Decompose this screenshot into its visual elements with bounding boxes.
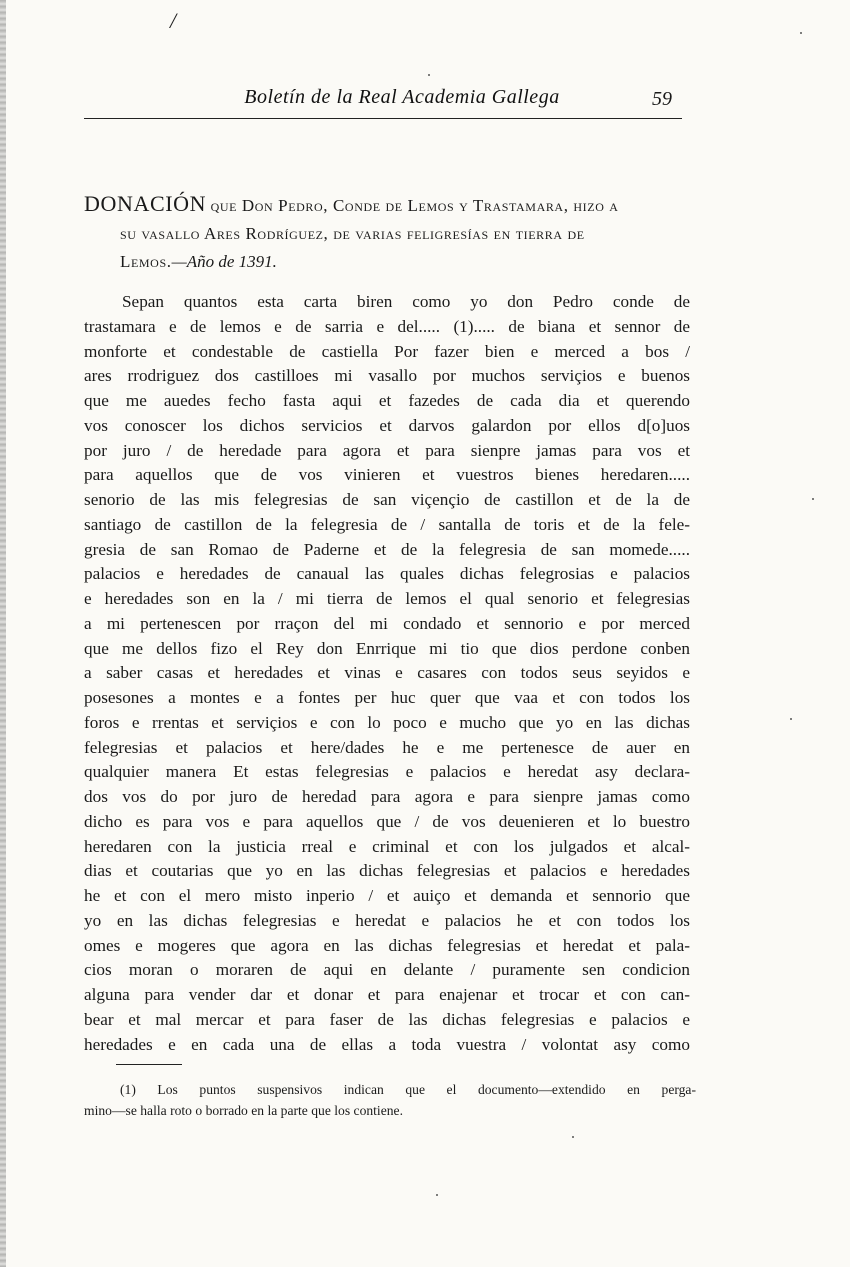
running-title: Boletín de la Real Academia Gallega [244, 86, 560, 108]
body-line: ares rrodriguez dos castilloes mi vasallo por muchos serviçios e buenos [84, 366, 690, 386]
body-line: he et con el mero misto inperio / et auiço et demanda et sennorio que [84, 886, 690, 905]
document-heading [84, 190, 688, 276]
body-line: qualquier manera Et estas felegresias e palacios e heredat asy declara- [84, 762, 690, 782]
body-line: gresia de san Romao de Paderne et de la felegresia de san momede..... [84, 539, 690, 559]
page-binding-edge [0, 0, 6, 1267]
heading-line-3 [84, 248, 688, 276]
body-line: santiago de castillon de la felegresia de / santalla de toris et de la fele- [84, 514, 690, 534]
body-line: posesones a montes e a fontes per huc quer que vaa et con todos los [84, 688, 690, 707]
heading-line-2-text: su vasallo Ares Rodríguez, de varias feligresías en tierra de [120, 224, 585, 243]
heading-place-name: Lemos. [120, 252, 172, 271]
footnote-line: mino—se halla roto o borrado en la parte que los contiene. [84, 1103, 403, 1118]
heading-date: —Año de 1391. [171, 252, 277, 271]
body-line: omes e mogeres que agora en las dichas felegresias et heredat et pala- [84, 935, 690, 955]
body-line: foros e rrentas et serviçios e con lo poco e mucho que yo en las dichas [84, 712, 690, 732]
paper-speck [790, 718, 792, 720]
page-header [84, 86, 680, 116]
body-line: para aquellos que de vos vinieren et vuestros bienes heredaren..... [84, 465, 690, 485]
body-line: monforte et condestable de castiella Por fazer bien e merced a bos / [84, 341, 690, 361]
body-line: vos conoscer los dichos servicios et darvos galardon por ellos d[o]uos [84, 415, 690, 435]
footnote-line: (1) Los puntos suspensivos indican que el documento—extendido en perga- [120, 1082, 696, 1097]
body-line: cios moran o moraren de aqui en delante / puramente sen condicion [84, 960, 690, 980]
heading-lead-word: DONACIÓN [84, 191, 207, 216]
heading-line-2 [84, 220, 688, 248]
body-line: senorio de las mis felegresias de san viçençio de castillon et de la de [84, 490, 690, 509]
header-rule [84, 118, 682, 119]
body-line: a mi pertenescen por rraçon del mi condado et sennorio e por merced [84, 613, 690, 633]
body-line: a saber casas et heredades et vinas e casares con todos seus seyidos e [84, 663, 690, 683]
corner-pencil-mark: / [170, 8, 177, 33]
paper-speck [436, 1194, 438, 1196]
heading-line-1-rest: que Don Pedro, Conde de Lemos y Trastamara, hizo a [210, 196, 619, 215]
heading-line-1 [84, 190, 688, 220]
body-line: palacios e heredades de canaual las quales dichas felegrosias e palacios [84, 564, 690, 584]
body-text [84, 290, 690, 1057]
footnote [84, 1079, 696, 1121]
body-line: que me auedes fecho fasta aqui et fazedes de cada dia et querendo [84, 391, 690, 410]
body-line: Sepan quantos esta carta biren como yo don Pedro conde de [122, 292, 690, 311]
body-line: felegresias et palacios et here/dades he e me pertenesce de auer en [84, 737, 690, 757]
body-line: trastamara e de lemos e de sarria e del..... (1)..... de biana et sennor de [84, 316, 690, 336]
body-line: que me dellos fizo el Rey don Enrrique mi tio que dios perdone conben [84, 638, 690, 658]
paper-speck [800, 32, 802, 34]
paper-speck [572, 1136, 574, 1138]
footnote-rule [116, 1064, 182, 1065]
body-line: dias et coutarias que yo en las dichas felegresias et palacios e heredades [84, 861, 690, 881]
body-line: e heredades son en la / mi tierra de lemos el qual senorio et felegresias [84, 589, 690, 608]
body-line: yo en las dichas felegresias e heredat e palacios he et con todos los [84, 910, 690, 930]
body-line: heredades e en cada una de ellas a toda vuestra / volontat asy como [84, 1034, 690, 1054]
body-line: heredaren con la justicia rreal e criminal et con los julgados et alcal- [84, 836, 690, 856]
body-line: alguna para vender dar et donar et para enajenar et trocar et con can- [84, 985, 690, 1004]
body-line: dicho es para vos e para aquellos que / de vos deuenieren et lo buestro [84, 811, 690, 831]
body-line: dos vos do por juro de heredad para agora e para sienpre jamas como [84, 787, 690, 806]
body-line: bear et mal mercar et para faser de las dichas felegresias e palacios e [84, 1009, 690, 1029]
body-line: por juro / de heredade para agora et para sienpre jamas para vos et [84, 440, 690, 460]
paper-speck [812, 498, 814, 500]
page-number: 59 [652, 88, 672, 110]
paper-speck [428, 74, 430, 76]
